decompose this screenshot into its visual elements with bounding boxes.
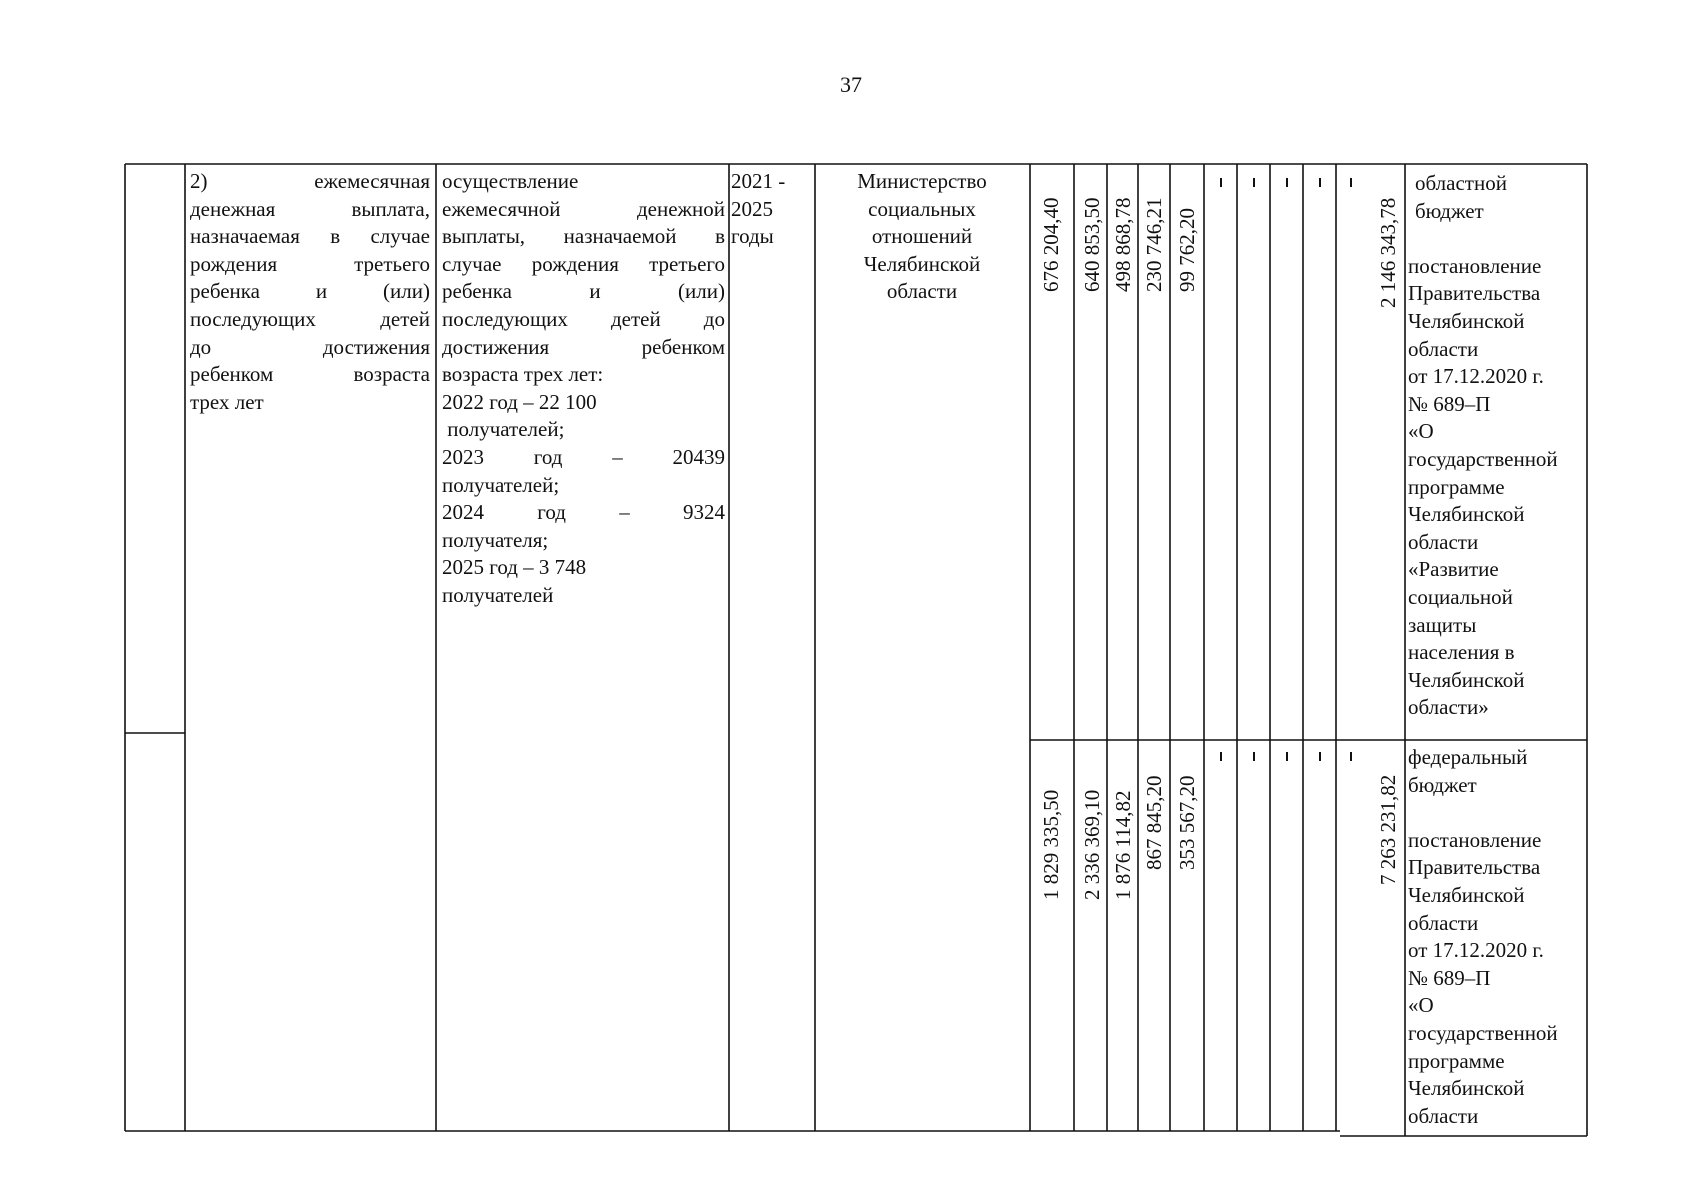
- description-line: 2022 год – 22 100: [442, 389, 597, 414]
- source-blank-line: [1408, 799, 1584, 827]
- measure-name-line: назначаемая в случае: [190, 224, 430, 249]
- measure-name-line: до достижения: [190, 334, 430, 359]
- description-line: ежемесячной денежной: [442, 196, 725, 221]
- measure-name-line: 2) ежемесячная: [190, 169, 430, 193]
- federal-value: 353 567,20: [1175, 775, 1199, 870]
- measure-name-line: трех лет: [190, 389, 264, 414]
- source-line: Челябинской: [1408, 882, 1525, 907]
- source-line: бюджет: [1415, 198, 1484, 223]
- source-line: федеральный: [1408, 745, 1528, 769]
- source-line: от 17.12.2020 г.: [1408, 938, 1544, 963]
- description-line: получателя;: [442, 527, 549, 552]
- regional-dash: [1253, 178, 1255, 187]
- federal-dash: [1253, 752, 1255, 761]
- regional-dash: [1286, 178, 1288, 187]
- federal-total: 7 263 231,82: [1376, 774, 1400, 885]
- source-line: «Развитие: [1408, 557, 1499, 582]
- description-line: достижения ребенком: [442, 334, 725, 359]
- measure-name-line: ребенком возраста: [190, 362, 430, 387]
- source-line: постановление: [1408, 253, 1542, 278]
- years-cell: [731, 168, 811, 251]
- measure-name-line: рождения третьего: [190, 251, 430, 276]
- source-line: государственной: [1408, 446, 1558, 471]
- regional-dash: [1220, 178, 1222, 187]
- source-line: «О: [1408, 419, 1434, 444]
- federal-value: 1 829 335,50: [1039, 789, 1063, 900]
- source-line: программе: [1408, 1048, 1505, 1073]
- years-line: годы: [731, 224, 774, 249]
- source-line: области»: [1408, 695, 1489, 720]
- source-line: от 17.12.2020 г.: [1408, 364, 1544, 389]
- description-line: возраста трех лет:: [442, 362, 604, 387]
- measure-description-cell: [442, 168, 725, 610]
- years-line: 2025: [731, 196, 773, 221]
- executor-line: социальных: [868, 196, 976, 221]
- page-number: 37: [840, 72, 862, 97]
- source-line: Правительства: [1408, 281, 1541, 306]
- source-line: областной: [1415, 171, 1507, 195]
- source-line: социальной: [1408, 584, 1513, 609]
- source-line: Челябинской: [1408, 1076, 1525, 1101]
- source-line: Челябинской: [1408, 667, 1525, 692]
- source-line: области: [1408, 336, 1479, 361]
- regional-total: 2 146 343,78: [1376, 197, 1400, 308]
- years-line: 2021 -: [731, 169, 786, 193]
- measure-name-line: ребенка и (или): [190, 279, 430, 304]
- source-line: государственной: [1408, 1020, 1558, 1045]
- description-line: осуществление: [442, 169, 579, 193]
- description-line: получателей: [442, 582, 554, 607]
- source-line: области: [1408, 529, 1479, 554]
- federal-value: 2 336 369,10: [1080, 789, 1104, 900]
- regional-value: 676 204,40: [1039, 197, 1063, 292]
- federal-source-cell: [1408, 744, 1584, 1130]
- federal-dash: [1286, 752, 1288, 761]
- executor-line: Министерство: [857, 169, 987, 193]
- source-line: № 689–П: [1408, 391, 1491, 416]
- description-line: выплаты, назначаемой в: [442, 224, 725, 249]
- executor-line: отношений: [871, 224, 973, 249]
- source-line: № 689–П: [1408, 965, 1491, 990]
- source-line: области: [1408, 910, 1479, 935]
- description-line: получателей;: [442, 417, 565, 442]
- source-line: области: [1408, 1103, 1479, 1128]
- description-line: 2023 год – 20439: [442, 444, 725, 469]
- source-line: Челябинской: [1408, 308, 1525, 333]
- description-line: 2024 год – 9324: [442, 500, 725, 525]
- regional-source-cell: [1408, 170, 1584, 722]
- source-line: постановление: [1408, 827, 1542, 852]
- executor-line: области: [886, 279, 958, 304]
- executor-cell: [818, 168, 1026, 306]
- description-line: получателей;: [442, 472, 560, 497]
- source-line: защиты: [1408, 612, 1477, 637]
- source-blank-line: [1408, 225, 1584, 253]
- measure-name-line: денежная выплата,: [190, 196, 430, 221]
- description-line: последующих детей до: [442, 306, 725, 331]
- regional-value: 99 762,20: [1175, 208, 1199, 292]
- source-line: программе: [1408, 474, 1505, 499]
- measure-name-line: последующих детей: [190, 306, 430, 331]
- regional-dash: [1319, 178, 1321, 187]
- source-line: «О: [1408, 993, 1434, 1018]
- federal-dash: [1220, 752, 1222, 761]
- federal-dash: [1319, 752, 1321, 761]
- source-line: бюджет: [1408, 772, 1477, 797]
- measure-name-cell: [190, 168, 430, 416]
- source-line: Челябинской: [1408, 502, 1525, 527]
- description-line: 2025 год – 3 748: [442, 555, 587, 580]
- regional-value: 230 746,21: [1142, 197, 1166, 292]
- source-line: населения в: [1408, 640, 1515, 665]
- source-line: Правительства: [1408, 855, 1541, 880]
- federal-value: 867 845,20: [1142, 775, 1166, 870]
- regional-dash: [1350, 178, 1352, 187]
- executor-line: Челябинской: [863, 251, 981, 276]
- regional-value: 498 868,78: [1111, 197, 1135, 292]
- description-line: ребенка и (или): [442, 279, 725, 304]
- federal-value: 1 876 114,82: [1111, 790, 1135, 900]
- regional-value: 640 853,50: [1080, 197, 1104, 292]
- description-line: случае рождения третьего: [442, 251, 725, 276]
- federal-dash: [1350, 752, 1352, 761]
